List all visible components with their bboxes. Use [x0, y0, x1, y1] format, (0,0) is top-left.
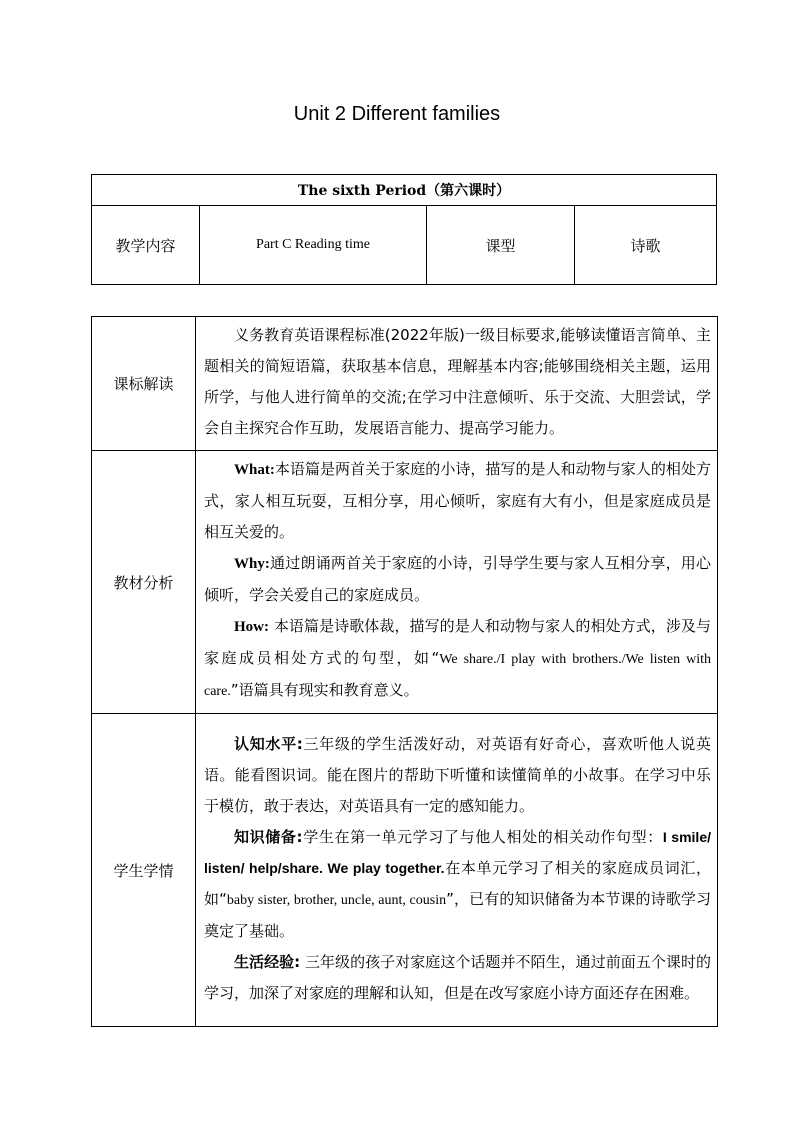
- standards-label: 课标解读: [92, 317, 196, 451]
- cognition-text: 三年级的学生活泼好动，对英语有好奇心，喜欢听他人说英语。能看图识词。能在图片的帮助下听懂和读懂简单的小故事。在学习中乐于模仿，敢于表达，对英语具有一定的感知能力。: [204, 734, 711, 815]
- how-paragraph: [204, 611, 711, 707]
- what-text: 本语篇是两首关于家庭的小诗，描写的是人和动物与家人的相处方式，家人相互玩耍，互相分享，用心倾听，家庭有大有小，但是家庭成员是相互关爱的。: [204, 460, 711, 541]
- how-examples: We share./I play with brothers./We listen with care.: [204, 652, 711, 699]
- how-text-1: 本语篇是诗歌体裁，描写的是人和动物与家人的相处方式，涉及与家庭成员相处方式的句型，如“: [204, 617, 711, 667]
- why-text: 通过朗诵两首关于家庭的小诗，引导学生要与家人互相分享，用心倾听，学会关爱自己的家庭成员。: [204, 554, 711, 604]
- lesson-info-row: [92, 206, 717, 285]
- standards-row: [92, 317, 718, 451]
- life-key: 生活经验:: [234, 952, 301, 971]
- page-title: Unit 2 Different families: [293, 103, 501, 125]
- knowledge-text-3: ”，已有的知识储备为本节课的诗歌学习奠定了基础。: [204, 889, 712, 940]
- life-paragraph: [204, 947, 711, 1009]
- why-paragraph: [204, 548, 711, 611]
- standards-content: [196, 317, 718, 451]
- knowledge-vocab: baby sister, brother, uncle, aunt, cousin: [226, 892, 447, 908]
- standards-text: 义务教育英语课程标准(2022年版)一级目标要求,能够读懂语言简单、主题相关的简短语篇，获取基本信息，理解基本内容;能够围绕相关主题，运用所学，与他人进行简单的交流;在学习中注意倾听、乐于交流、大胆尝试，学会自主探究合作互助，发展语言能力、提高学习能力。: [204, 326, 711, 437]
- content-label: 教学内容: [92, 206, 200, 285]
- period-title: The sixth Period（第六课时）: [92, 175, 717, 206]
- how-text-2: ”语篇具有现实和教育意义。: [230, 681, 419, 699]
- knowledge-key: 知识储备:: [234, 827, 303, 846]
- cognition-paragraph: [204, 729, 711, 822]
- content-value: Part C Reading time: [200, 206, 427, 285]
- knowledge-paragraph: [204, 822, 711, 947]
- type-label: 课型: [427, 206, 575, 285]
- students-row: [92, 714, 718, 1027]
- type-value: 诗歌: [575, 206, 717, 285]
- material-label: 教材分析: [92, 451, 196, 714]
- why-key: Why:: [234, 556, 270, 572]
- what-key: What:: [234, 462, 275, 478]
- students-label: 学生学情: [92, 714, 196, 1027]
- material-content: [196, 451, 718, 714]
- students-content: [196, 714, 718, 1027]
- knowledge-phrases: I smile/ listen/ help/share. We play together.: [204, 828, 711, 876]
- knowledge-text-2: 在本单元学习了相关的家庭成员词汇，如“: [204, 858, 711, 908]
- lesson-info-table: [91, 174, 717, 285]
- cognition-key: 认知水平:: [234, 734, 303, 753]
- material-row: [92, 451, 718, 714]
- analysis-table: [91, 316, 718, 1027]
- knowledge-text-1: 学生在第一单元学习了与他人相处的相关动作句型：: [302, 827, 663, 846]
- what-paragraph: [204, 454, 711, 548]
- how-key: How:: [234, 619, 269, 635]
- life-text: 三年级的孩子对家庭这个话题并不陌生，通过前面五个课时的学习，加深了对家庭的理解和认知，但是在改写家庭小诗方面还存在困难。: [204, 952, 711, 1002]
